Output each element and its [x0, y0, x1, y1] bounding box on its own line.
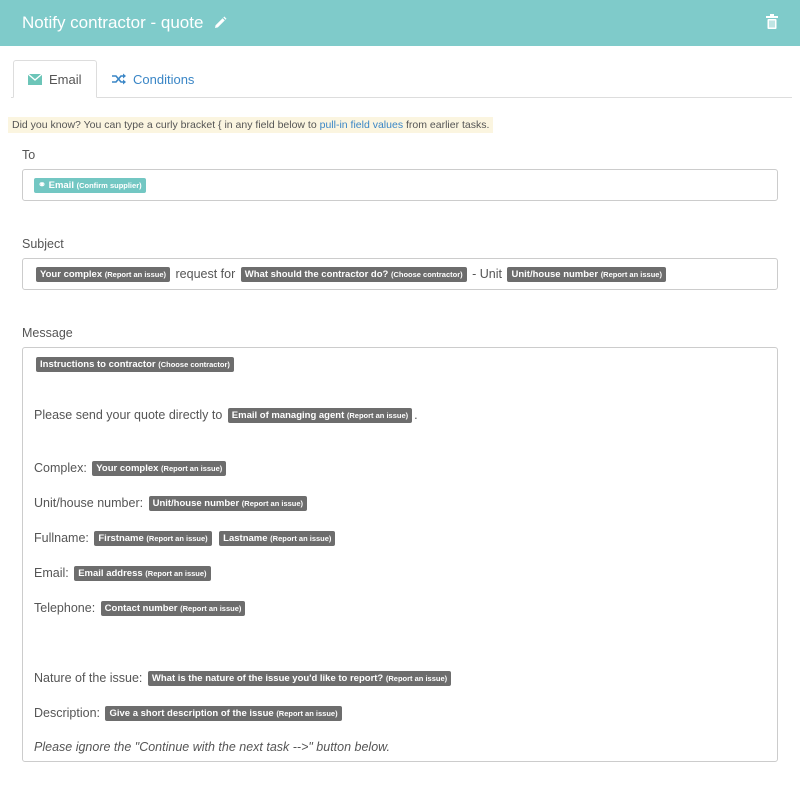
message-line-nature: Nature of the issue: What is the nature of the issue you'd like to report? (Report an issue) [34, 670, 453, 686]
contractor-task-chip[interactable]: What should the contractor do? (Choose contractor) [241, 267, 467, 282]
tab-conditions[interactable] [112, 60, 194, 98]
message-line-quote: Please send your quote directly to Email of managing agent (Report an issue) . [34, 408, 418, 422]
tab-email[interactable] [13, 60, 97, 98]
contact-number-chip[interactable]: Contact number (Report an issue) [101, 601, 246, 616]
message-line-description: Description: Give a short description of the issue (Report an issue) [34, 705, 344, 721]
subject-field[interactable] [22, 258, 778, 290]
task-title[interactable]: Notify contractor - quote [22, 13, 204, 32]
unit-chip[interactable]: Unit/house number (Report an issue) [149, 496, 307, 511]
message-line-telephone: Telephone: Contact number (Report an issue) [34, 600, 247, 616]
your-complex-chip[interactable]: Your complex (Report an issue) [36, 267, 170, 282]
unit-number-chip[interactable]: Unit/house number (Report an issue) [507, 267, 665, 282]
tab-bar [11, 60, 792, 98]
message-line-unit: Unit/house number: Unit/house number (Report an issue) [34, 495, 309, 511]
message-footer-note: Please ignore the "Continue with the next task -->" button below. [34, 740, 390, 754]
subject-label: Subject [22, 237, 64, 251]
instructions-chip[interactable]: Instructions to contractor (Choose contractor) [36, 357, 234, 372]
shuffle-icon [112, 73, 126, 85]
to-field[interactable] [22, 169, 778, 201]
subject-text-request: request for [175, 267, 236, 281]
message-label: Message [22, 326, 73, 340]
lastname-chip[interactable]: Lastname (Report an issue) [219, 531, 335, 546]
firstname-chip[interactable]: Firstname (Report an issue) [94, 531, 211, 546]
tab-email-label: Email [49, 71, 82, 87]
message-line-complex: Complex: Your complex (Report an issue) [34, 460, 228, 476]
trash-icon[interactable] [766, 14, 778, 29]
message-line-instructions [34, 356, 236, 372]
message-line-fullname: Fullname: Firstname (Report an issue) Lastname (Report an issue) [34, 530, 337, 546]
email-address-chip[interactable]: Email address (Report an issue) [74, 566, 210, 581]
message-field[interactable] [22, 347, 778, 762]
tip-banner [8, 117, 493, 133]
complex-chip[interactable]: Your complex (Report an issue) [92, 461, 226, 476]
tip-text: Did you know? You can type a curly bracket { in any field below to [12, 119, 317, 131]
message-line-email: Email: Email address (Report an issue) [34, 565, 213, 581]
subject-line [34, 266, 668, 282]
tip-suffix: from earlier tasks. [406, 119, 490, 131]
pencil-icon[interactable] [213, 16, 227, 30]
pull-in-field-values-link[interactable]: pull-in field values [319, 119, 404, 131]
to-email-chip[interactable]: ⚭ Email (Confirm supplier) [34, 178, 146, 193]
envelope-icon [28, 74, 42, 85]
task-header [0, 0, 800, 46]
link-icon: ⚭ [38, 180, 49, 191]
nature-chip[interactable]: What is the nature of the issue you'd like to report? (Report an issue) [148, 671, 451, 686]
tab-conditions-label: Conditions [133, 71, 195, 87]
description-chip[interactable]: Give a short description of the issue (Report an issue) [105, 706, 341, 721]
to-label: To [22, 148, 36, 162]
subject-text-unit: - Unit [472, 267, 502, 281]
managing-agent-email-chip[interactable]: Email of managing agent (Report an issue) [228, 408, 412, 423]
